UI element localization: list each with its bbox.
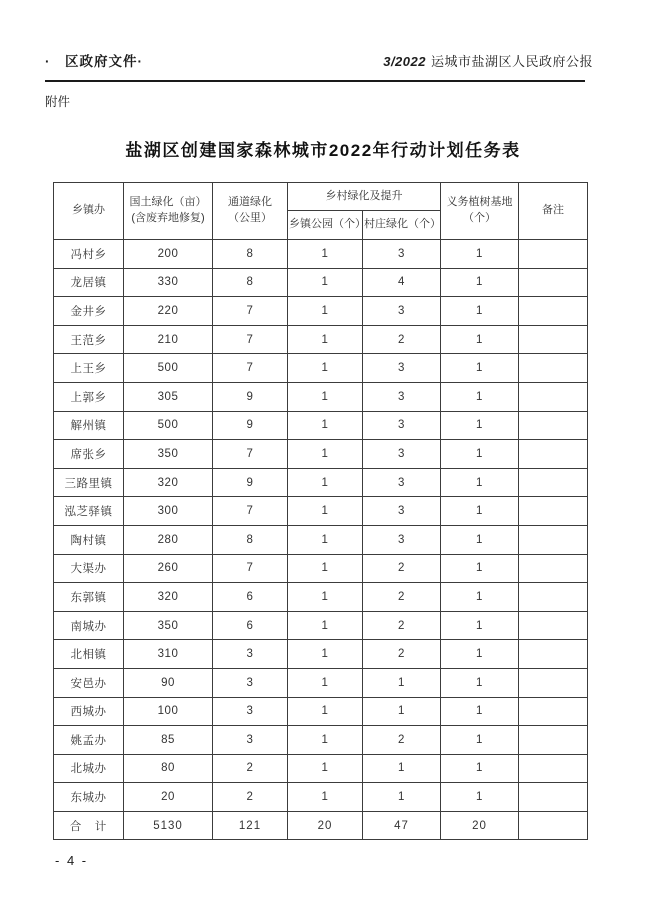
cell-town-park: 1	[288, 640, 363, 669]
cell-land-green: 5130	[124, 811, 213, 840]
cell-land-green: 500	[124, 354, 213, 383]
cell-remark	[519, 697, 588, 726]
cell-township: 金井乡	[54, 297, 124, 326]
cell-corridor-green: 6	[213, 583, 288, 612]
cell-remark	[519, 497, 588, 526]
cell-land-green: 320	[124, 583, 213, 612]
col-header-village-green-label: 村庄绿化（个）	[364, 218, 441, 231]
col-header-township	[54, 183, 124, 240]
col-header-village-group-label: 乡村绿化及提升	[325, 189, 403, 202]
cell-township: 安邑办	[54, 668, 124, 697]
cell-township: 合 计	[54, 811, 124, 840]
cell-land-green: 20	[124, 783, 213, 812]
cell-town-park: 1	[288, 468, 363, 497]
cell-town-park: 1	[288, 354, 363, 383]
cell-village-green: 3	[363, 411, 441, 440]
cell-tree-base: 1	[441, 240, 519, 269]
table-header-row-1	[54, 183, 588, 211]
cell-village-green: 3	[363, 440, 441, 469]
page-number: - 4 -	[55, 853, 89, 869]
cell-township: 王范乡	[54, 325, 124, 354]
cell-land-green: 85	[124, 726, 213, 755]
cell-land-green: 200	[124, 240, 213, 269]
cell-remark	[519, 268, 588, 297]
cell-corridor-green: 8	[213, 268, 288, 297]
cell-village-green: 3	[363, 297, 441, 326]
cell-township: 上王乡	[54, 354, 124, 383]
page-title: 盐湖区创建国家森林城市2022年行动计划任务表	[125, 141, 521, 160]
cell-village-green: 2	[363, 611, 441, 640]
cell-village-green: 1	[363, 783, 441, 812]
cell-remark	[519, 726, 588, 755]
table-row	[54, 726, 588, 755]
cell-tree-base: 20	[441, 811, 519, 840]
cell-tree-base: 1	[441, 411, 519, 440]
cell-tree-base: 1	[441, 783, 519, 812]
cell-township: 大渠办	[54, 554, 124, 583]
cell-village-green: 1	[363, 697, 441, 726]
table-row	[54, 240, 588, 269]
cell-town-park: 1	[288, 411, 363, 440]
cell-tree-base: 1	[441, 468, 519, 497]
cell-land-green: 350	[124, 440, 213, 469]
col-header-tree-base-line1: 义务植树基地	[446, 196, 513, 209]
cell-town-park: 1	[288, 783, 363, 812]
cell-township: 南城办	[54, 611, 124, 640]
cell-tree-base: 1	[441, 554, 519, 583]
cell-remark	[519, 525, 588, 554]
table-row	[54, 440, 588, 469]
cell-remark	[519, 583, 588, 612]
cell-corridor-green: 8	[213, 240, 288, 269]
table-row	[54, 783, 588, 812]
cell-tree-base: 1	[441, 668, 519, 697]
cell-tree-base: 1	[441, 525, 519, 554]
cell-corridor-green: 7	[213, 354, 288, 383]
cell-township: 上郭乡	[54, 382, 124, 411]
cell-town-park: 1	[288, 668, 363, 697]
col-header-corridor-line1: 通道绿化	[228, 196, 272, 209]
cell-village-green: 3	[363, 468, 441, 497]
cell-land-green: 310	[124, 640, 213, 669]
cell-corridor-green: 2	[213, 783, 288, 812]
cell-township: 西城办	[54, 697, 124, 726]
cell-town-park: 1	[288, 440, 363, 469]
cell-land-green: 260	[124, 554, 213, 583]
col-header-tree-base	[441, 183, 519, 240]
header-publication-title: 运城市盐湖区人民政府公报	[430, 54, 593, 69]
cell-tree-base: 1	[441, 726, 519, 755]
cell-tree-base: 1	[441, 268, 519, 297]
cell-remark	[519, 354, 588, 383]
table-row	[54, 382, 588, 411]
cell-land-green: 80	[124, 754, 213, 783]
header-publication	[383, 51, 593, 70]
cell-remark	[519, 440, 588, 469]
cell-remark	[519, 783, 588, 812]
table-row	[54, 325, 588, 354]
table-row	[54, 697, 588, 726]
cell-corridor-green: 7	[213, 325, 288, 354]
table-row	[54, 354, 588, 383]
cell-town-park: 1	[288, 297, 363, 326]
cell-town-park: 1	[288, 525, 363, 554]
table-row	[54, 468, 588, 497]
cell-tree-base: 1	[441, 354, 519, 383]
document-header	[45, 50, 593, 70]
cell-tree-base: 1	[441, 697, 519, 726]
total-row	[54, 811, 588, 840]
cell-township: 北城办	[54, 754, 124, 783]
table-row	[54, 411, 588, 440]
cell-land-green: 210	[124, 325, 213, 354]
cell-village-green: 4	[363, 268, 441, 297]
cell-tree-base: 1	[441, 325, 519, 354]
cell-remark	[519, 611, 588, 640]
cell-township: 东郭镇	[54, 583, 124, 612]
cell-land-green: 220	[124, 297, 213, 326]
cell-village-green: 2	[363, 554, 441, 583]
cell-village-green: 2	[363, 726, 441, 755]
cell-remark	[519, 382, 588, 411]
cell-town-park: 1	[288, 554, 363, 583]
cell-township: 冯村乡	[54, 240, 124, 269]
cell-land-green: 320	[124, 468, 213, 497]
cell-town-park: 1	[288, 697, 363, 726]
col-header-town-park-label: 乡镇公园（个）	[289, 218, 366, 231]
cell-remark	[519, 240, 588, 269]
cell-village-green: 2	[363, 325, 441, 354]
cell-town-park: 1	[288, 497, 363, 526]
cell-township: 三路里镇	[54, 468, 124, 497]
cell-land-green: 350	[124, 611, 213, 640]
cell-township: 席张乡	[54, 440, 124, 469]
cell-town-park: 1	[288, 754, 363, 783]
cell-township: 龙居镇	[54, 268, 124, 297]
cell-village-green: 3	[363, 497, 441, 526]
cell-village-green: 3	[363, 525, 441, 554]
cell-village-green: 1	[363, 754, 441, 783]
cell-village-green: 3	[363, 382, 441, 411]
cell-corridor-green: 7	[213, 440, 288, 469]
cell-town-park: 1	[288, 583, 363, 612]
cell-land-green: 300	[124, 497, 213, 526]
header-divider	[45, 80, 585, 82]
cell-remark	[519, 811, 588, 840]
cell-township: 解州镇	[54, 411, 124, 440]
cell-remark	[519, 468, 588, 497]
cell-corridor-green: 3	[213, 668, 288, 697]
cell-township: 北相镇	[54, 640, 124, 669]
cell-land-green: 280	[124, 525, 213, 554]
table-row	[54, 554, 588, 583]
cell-town-park: 1	[288, 325, 363, 354]
cell-township: 泓芝驿镇	[54, 497, 124, 526]
cell-remark	[519, 754, 588, 783]
cell-village-green: 47	[363, 811, 441, 840]
cell-town-park: 1	[288, 240, 363, 269]
cell-corridor-green: 7	[213, 497, 288, 526]
col-header-remark	[519, 183, 588, 240]
cell-tree-base: 1	[441, 497, 519, 526]
col-header-land-green-line1: 国土绿化（亩）	[129, 196, 207, 209]
cell-remark	[519, 640, 588, 669]
col-header-corridor-line2: （公里）	[228, 212, 272, 224]
cell-tree-base: 1	[441, 297, 519, 326]
cell-village-green: 2	[363, 640, 441, 669]
table-row	[54, 268, 588, 297]
cell-village-green: 1	[363, 668, 441, 697]
cell-corridor-green: 6	[213, 611, 288, 640]
cell-corridor-green: 9	[213, 468, 288, 497]
task-table	[53, 182, 588, 840]
cell-town-park: 1	[288, 382, 363, 411]
table-row	[54, 668, 588, 697]
col-header-land-green-line2: (含废弃地修复)	[131, 212, 205, 224]
cell-remark	[519, 325, 588, 354]
cell-corridor-green: 9	[213, 411, 288, 440]
col-header-land-green	[124, 183, 213, 240]
table-row	[54, 497, 588, 526]
cell-town-park: 1	[288, 726, 363, 755]
col-header-township-label: 乡镇办	[72, 204, 105, 217]
header-section-label: · 区政府文件·	[45, 54, 143, 69]
col-header-village-green	[363, 211, 441, 240]
table-row	[54, 754, 588, 783]
cell-land-green: 100	[124, 697, 213, 726]
col-header-tree-base-line2: （个）	[463, 212, 496, 224]
cell-tree-base: 1	[441, 640, 519, 669]
cell-village-green: 3	[363, 354, 441, 383]
cell-village-green: 2	[363, 583, 441, 612]
cell-corridor-green: 3	[213, 697, 288, 726]
cell-tree-base: 1	[441, 611, 519, 640]
table-row	[54, 297, 588, 326]
col-header-remark-label: 备注	[542, 204, 564, 217]
cell-tree-base: 1	[441, 754, 519, 783]
cell-village-green: 3	[363, 240, 441, 269]
cell-remark	[519, 554, 588, 583]
cell-land-green: 90	[124, 668, 213, 697]
cell-land-green: 500	[124, 411, 213, 440]
table-row	[54, 525, 588, 554]
table-row	[54, 583, 588, 612]
cell-town-park: 1	[288, 268, 363, 297]
cell-township: 东城办	[54, 783, 124, 812]
cell-town-park: 1	[288, 611, 363, 640]
cell-corridor-green: 9	[213, 382, 288, 411]
cell-remark	[519, 297, 588, 326]
cell-tree-base: 1	[441, 440, 519, 469]
cell-remark	[519, 668, 588, 697]
cell-remark	[519, 411, 588, 440]
cell-corridor-green: 121	[213, 811, 288, 840]
cell-corridor-green: 7	[213, 297, 288, 326]
cell-land-green: 305	[124, 382, 213, 411]
table-row	[54, 611, 588, 640]
cell-township: 姚孟办	[54, 726, 124, 755]
cell-corridor-green: 8	[213, 525, 288, 554]
cell-land-green: 330	[124, 268, 213, 297]
cell-town-park: 20	[288, 811, 363, 840]
cell-tree-base: 1	[441, 382, 519, 411]
header-issue-number: 3/2022	[383, 54, 426, 69]
cell-corridor-green: 3	[213, 726, 288, 755]
cell-tree-base: 1	[441, 583, 519, 612]
col-header-corridor-green	[213, 183, 288, 240]
col-header-town-park	[288, 211, 366, 240]
cell-corridor-green: 7	[213, 554, 288, 583]
table-row	[54, 640, 588, 669]
col-header-village-group	[288, 183, 441, 211]
cell-township: 陶村镇	[54, 525, 124, 554]
cell-corridor-green: 2	[213, 754, 288, 783]
attachment-label: 附件	[45, 95, 71, 109]
cell-corridor-green: 3	[213, 640, 288, 669]
